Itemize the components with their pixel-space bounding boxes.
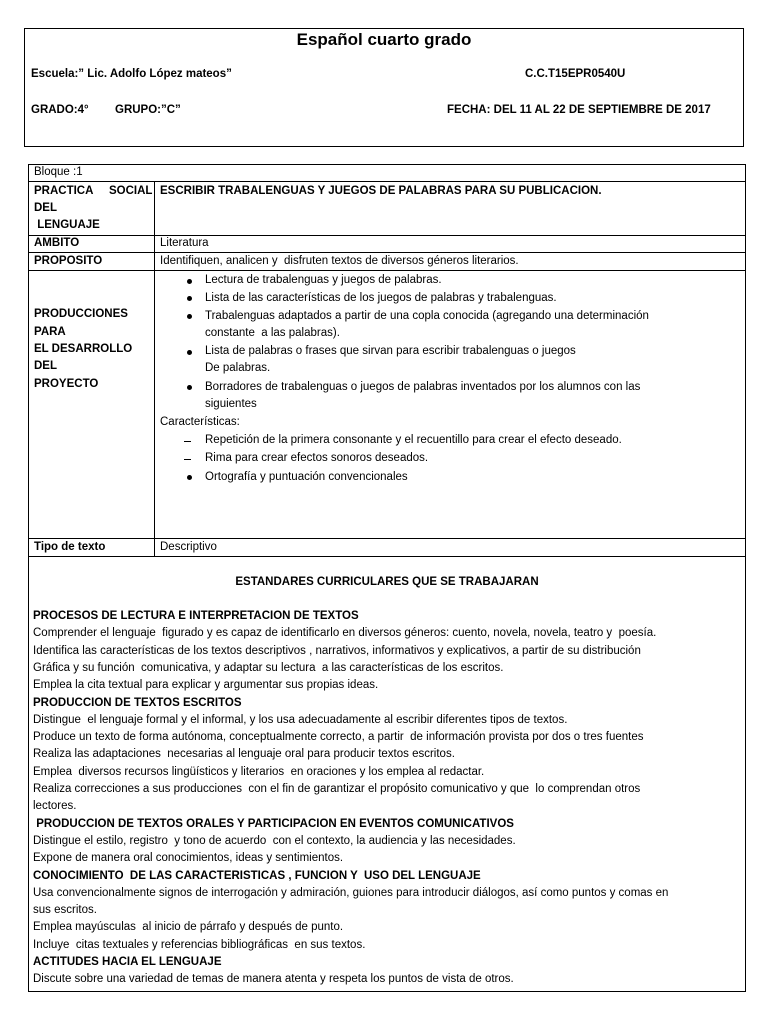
tipo-texto-value: Descriptivo [160,541,217,553]
bullet-icon [187,350,192,355]
caracteristicas-label: Características: [160,416,240,428]
estandares-line: Realiza correcciones a sus producciones con el fin de garantizar el propósito comunicativo y que lo comprendan otros [33,783,641,795]
estandares-section-heading: PRODUCCION DE TEXTOS ESCRITOS [33,696,242,709]
row-divider [28,181,746,182]
bullet-icon [187,296,192,301]
dash-icon [184,459,191,460]
row-divider [28,270,746,271]
producciones-item: Borradores de trabalenguas o juegos de palabras inventados por los alumnos con las [205,381,641,393]
estandares-line: Comprender el lenguaje figurado y es capaz de identificarlo en diversos géneros: cuento, novela, novela, teatro y poesía. [33,627,657,640]
producciones-label-line: DEL [34,360,57,372]
school-code: C.C.T15EPR0540U [525,68,626,80]
producciones-item: Lista de las características de los juegos de palabras y trabalenguas. [205,292,557,304]
estandares-line: Realiza las adaptaciones necesarias al lenguaje oral para producir textos escritos. [33,748,455,761]
bloque-label: Bloque :1 [34,166,83,178]
estandares-line: Emplea diversos recursos lingüísticos y literarios en oraciones y los emplea al redactar. [33,765,485,778]
bullet-icon [187,385,192,390]
practica-label-line: LENGUAJE [34,219,100,231]
producciones-label-line: PARA [34,326,66,338]
caracteristicas-item: Repetición de la primera consonante y el recuentillo para crear el efecto deseado. [205,434,622,446]
estandares-line: lectores. [33,800,77,813]
producciones-label-line: PROYECTO [34,378,99,390]
estandares-line: Produce un texto de forma autónoma, conceptualmente correcto, a partir de información provista por dos o tres fuentes [33,731,644,744]
estandares-line: Emplea mayúsculas al inicio de párrafo y después de punto. [33,921,344,934]
bullet-icon [187,475,192,480]
producciones-label-line: EL DESARROLLO [34,343,133,355]
estandares-line: Distingue el lenguaje formal y el informal, y los usa adecuadamente al escribir diferentes tipos de textos. [33,713,568,726]
column-divider [154,181,155,556]
proposito-value: Identifiquen, analicen y disfruten textos de diversos géneros literarios. [160,255,519,267]
caracteristicas-item: Rima para crear efectos sonoros deseados. [205,452,429,464]
row-divider [28,235,746,236]
producciones-item: Lectura de trabalenguas y juegos de palabras. [205,274,442,286]
date-range: FECHA: DEL 11 AL 22 DE SEPTIEMBRE DE 2017 [447,104,711,116]
estandares-line: Expone de manera oral conocimientos, ideas y sentimientos. [33,852,344,865]
estandares-section-heading: CONOCIMIENTO DE LAS CARACTERISTICAS , FUNCION Y USO DEL LENGUAJE [33,869,481,882]
practica-label-line: PRACTICA SOCIAL [34,185,153,197]
producciones-item: Trabalenguas adaptados a partir de una copla conocida (agregando una determinación [205,310,649,322]
row-divider [28,556,746,557]
ambito-label: AMBITO [34,237,80,249]
group: GRUPO:”C” [115,104,181,116]
proposito-label: PROPOSITO [34,255,103,267]
ambito-value: Literatura [160,237,209,249]
estandares-line: Identifica las características de los textos descriptivos , narrativos, informativos y explicativos, a partir de su distribución [33,644,641,657]
estandares-line: Usa convencionalmente signos de interrogación y admiración, guiones para introducir diálogos, así como puntos y comas en [33,886,669,899]
estandares-section-heading: PROCESOS DE LECTURA E INTERPRETACION DE TEXTOS [33,610,359,622]
producciones-item: De palabras. [205,362,271,374]
grade: GRADO:4° [31,104,89,116]
estandares-line: sus escritos. [33,904,97,917]
school-name: Escuela:” Lic. Adolfo López mateos” [31,68,232,80]
estandares-section-heading: ACTITUDES HACIA EL LENGUAJE [33,956,222,968]
bullet-icon [187,314,192,319]
practica-label-line: DEL [34,202,57,214]
caracteristicas-item: Ortografía y puntuación convencionales [205,471,408,483]
estandares-heading: ESTANDARES CURRICULARES QUE SE TRABAJARAN [235,576,539,588]
estandares-section-heading: PRODUCCION DE TEXTOS ORALES Y PARTICIPACION EN EVENTOS COMUNICATIVOS [33,817,514,830]
producciones-item: siguientes [205,398,257,410]
practica-value: ESCRIBIR TRABALENGUAS Y JUEGOS DE PALABRAS PARA SU PUBLICACION. [160,185,602,197]
tipo-texto-label: Tipo de texto [34,541,106,553]
row-divider [28,538,746,539]
bullet-icon [187,279,192,284]
producciones-label-line: PRODUCCIONES [34,308,128,320]
estandares-line: Gráfica y su función comunicativa, y adaptar su lectura a las características de los escritos. [33,661,504,674]
producciones-item: Lista de palabras o frases que sirvan para escribir trabalenguas o juegos [205,345,576,357]
estandares-line: Incluye citas textuales y referencias bibliográficas en sus textos. [33,938,366,951]
estandares-line: Distingue el estilo, registro y tono de acuerdo con el contexto, la audiencia y las necesidades. [33,834,516,847]
estandares-line: Emplea la cita textual para explicar y argumentar sus propias ideas. [33,679,379,692]
estandares-line: Discute sobre una variedad de temas de manera atenta y respeta los puntos de vista de otros. [33,973,514,986]
producciones-item: constante a las palabras). [205,327,340,339]
document-title: Español cuarto grado [296,30,472,49]
dash-icon [184,441,191,442]
